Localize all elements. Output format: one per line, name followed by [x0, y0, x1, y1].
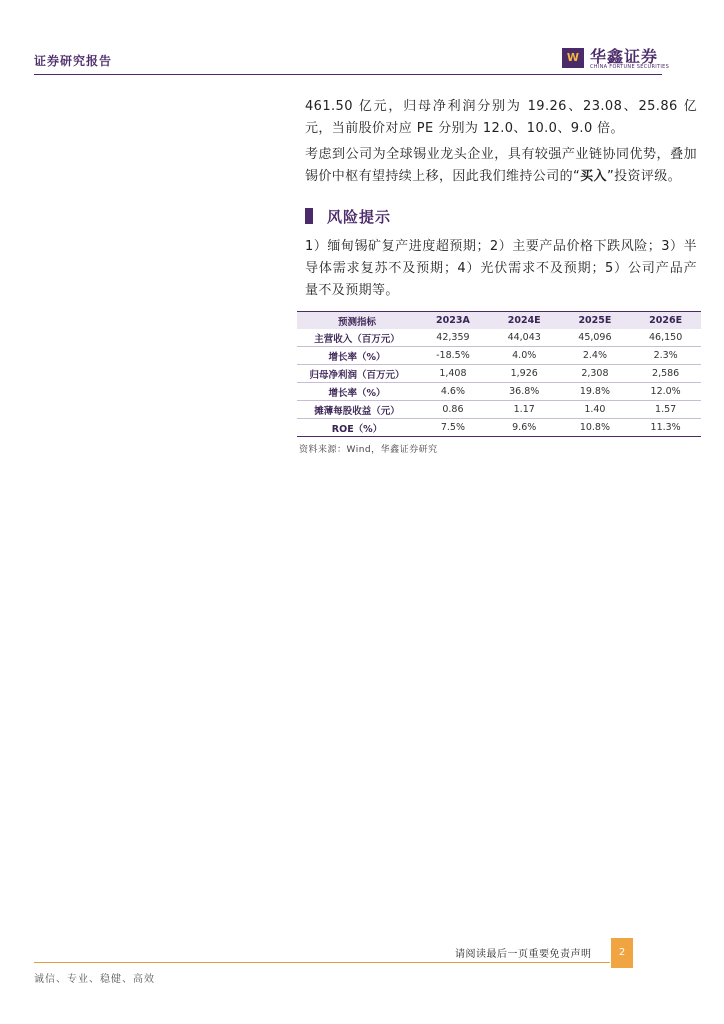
rating-paragraph [305, 144, 697, 188]
table-row [297, 365, 701, 383]
logo-mark-icon: W [562, 48, 584, 68]
risk-section-heading [305, 204, 697, 228]
table-cell: 2,586 [630, 365, 701, 383]
table-cell: 9.6% [489, 419, 560, 437]
page-number-badge: 2 [611, 938, 633, 968]
header-cell: 预测指标 [297, 312, 417, 330]
table-cell: 1,408 [417, 365, 489, 383]
table-cell: 1.40 [560, 401, 631, 419]
row-label: 增长率（%） [297, 347, 417, 365]
table-cell: 7.5% [417, 419, 489, 437]
header-cell: 2024E [489, 312, 560, 330]
table-source: 资料来源：Wind，华鑫证券研究 [299, 445, 438, 455]
table-cell: 2,308 [560, 365, 631, 383]
table-row [297, 401, 701, 419]
table-cell: 42,359 [417, 329, 489, 347]
table-cell: 10.8% [560, 419, 631, 437]
logo-subtitle: CHINA FORTUNE SECURITIES [590, 64, 670, 70]
table-cell: 12.0% [630, 383, 701, 401]
table-header-row [297, 312, 701, 330]
table-cell: 1,926 [489, 365, 560, 383]
risk-title: 风险提示 [327, 207, 392, 226]
report-type-label: 证券研究报告 [34, 54, 113, 68]
table-cell: 46,150 [630, 329, 701, 347]
logo-name: 华鑫证券 [590, 47, 659, 66]
table-cell: 0.86 [417, 401, 489, 419]
company-motto: 诚信、专业、稳健、高效 [34, 974, 155, 985]
risk-paragraph: 1）缅甸锡矿复产进度超预期；2）主要产品价格下跌风险；3）半导体需求复苏不及预期；4）光伏需求不及预期；5）公司产品产量不及预期等。 [305, 239, 697, 298]
company-logo [562, 46, 682, 72]
section-marker [305, 208, 313, 224]
row-label: 归母净利润（百万元） [297, 365, 417, 383]
table-cell: 44,043 [489, 329, 560, 347]
table-row [297, 329, 701, 347]
table-row [297, 419, 701, 437]
table-row [297, 383, 701, 401]
valuation-paragraph: 461.50 亿元，归母净利润分别为 19.26、23.08、25.86 亿元，当前股价对应 PE 分别为 12.0、10.0、9.0 倍。 [305, 99, 697, 136]
rating-text-post: ”投资评级。 [606, 169, 682, 184]
table-cell: 2.4% [560, 347, 631, 365]
forecast-table [297, 311, 701, 437]
disclaimer-link[interactable]: 请阅读最后一页重要免责声明 [455, 949, 592, 960]
row-label: 主营收入（百万元） [297, 329, 417, 347]
rating-text-pre: 考虑到公司为全球锡业龙头企业，具有较强产业链协同优势，叠加锡价中枢有望持续上移，因此我们维持公司的“ [305, 147, 697, 184]
table-cell: 1.17 [489, 401, 560, 419]
rating-buy: 买入 [580, 169, 607, 184]
row-label: 增长率（%） [297, 383, 417, 401]
table-cell: -18.5% [417, 347, 489, 365]
header-cell: 2023A [417, 312, 489, 330]
table-row [297, 347, 701, 365]
footer-divider [34, 962, 610, 963]
table-cell: 45,096 [560, 329, 631, 347]
table-cell: 2.3% [630, 347, 701, 365]
header-cell: 2026E [630, 312, 701, 330]
table-cell: 4.0% [489, 347, 560, 365]
table-cell: 1.57 [630, 401, 701, 419]
row-label: 摊薄每股收益（元） [297, 401, 417, 419]
header-divider [34, 74, 662, 75]
row-label: ROE（%） [297, 419, 417, 437]
table-cell: 19.8% [560, 383, 631, 401]
table-cell: 4.6% [417, 383, 489, 401]
table-cell: 11.3% [630, 419, 701, 437]
table-cell: 36.8% [489, 383, 560, 401]
main-content [305, 96, 697, 306]
header-cell: 2025E [560, 312, 631, 330]
